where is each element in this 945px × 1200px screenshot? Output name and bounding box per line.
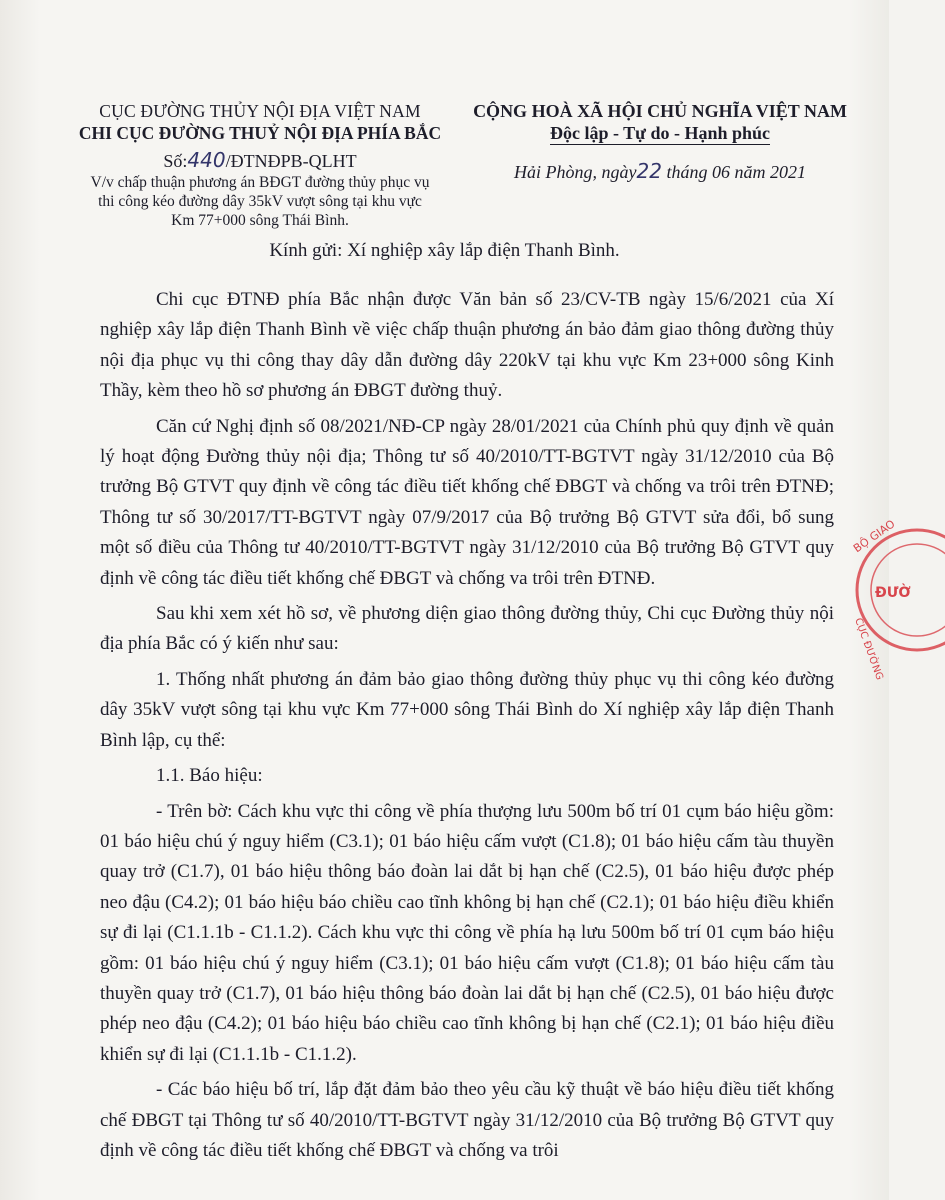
official-stamp [845,517,945,682]
recipient-line: Kính gửi: Xí nghiệp xây lắp điện Thanh Bình. [269,240,620,261]
national-header-block [455,100,865,184]
date-prefix: Hải Phòng, ngày [514,162,637,182]
subject-line: thi công kéo đường dây 35kV vượt sông tại khu vực [98,193,422,210]
body-paragraph: Chi cục ĐTNĐ phía Bắc nhận được Văn bản số 23/CV-TB ngày 15/6/2021 của Xí nghiệp xây lắp điện Thanh Bình về việc chấp thuận phương án bảo đảm giao thông đường thủy nội địa phục vụ thi công thay dây dẫn đường dây 220kV tại khu vực Km 23+000 sông Kinh Thầy, kèm theo hồ sơ phương án ĐBGT đường thuỷ. [100,289,834,402]
body-paragraph: Căn cứ Nghị định số 08/2021/NĐ-CP ngày 28/01/2021 của Chính phủ quy định về quản lý hoạt động Đường thủy nội địa; Thông tư số 40/2010/TT-BGTVT ngày 31/12/2010 của Bộ trưởng Bộ GTVT quy định về công tác điều tiết khống chế ĐBGT và chống va trôi trên ĐTNĐ; Thông tư số 30/2017/TT-BGTVT ngày 07/9/2017 của Bộ trưởng Bộ GTVT sửa đổi, bổ sung một số điều của Thông tư 40/2010/TT-BGTVT ngày 31/12/2010 của Bộ trưởng Bộ GTVT quy định về công tác điều tiết khống chế ĐBGT và chống va trôi trên ĐTNĐ. [100,415,834,589]
body-paragraph: - Trên bờ: Cách khu vực thi công về phía thượng lưu 500m bố trí 01 cụm báo hiệu gồm: 01 báo hiệu chú ý nguy hiểm (C3.1); 01 báo hiệu cấm vượt (C1.8); 01 báo hiệu cấm tàu thuyền quay trở (C1.7), 01 báo hiệu thông báo đoàn lai dắt bị hạn chế (C2.5), 01 báo hiệu được phép neo đậu (C4.2); 01 báo hiệu báo chiều cao tĩnh không bị hạn chế (C2.1); 01 báo hiệu điều khiển sự đi lại (C1.1.1b - C1.1.2). Cách khu vực thi công về phía hạ lưu 500m bố trí 01 cụm báo hiệu gồm: 01 báo hiệu chú ý nguy hiểm (C3.1); 01 báo hiệu cấm vượt (C1.8); 01 báo hiệu cấm tàu thuyền quay trở (C1.7), 01 báo hiệu thông báo đoàn lai dắt bị hạn chế (C2.5), 01 báo hiệu được phép neo đậu (C4.2); 01 báo hiệu báo chiều cao tĩnh không bị hạn chế (C2.1); 01 báo hiệu điều khiển sự đi lại (C1.1.1b - C1.1.2). [100,800,834,1065]
body-paragraph: Sau khi xem xét hồ sơ, về phương diện giao thông đường thủy, Chi cục Đường thủy nội địa phía Bắc có ý kiến như sau: [100,603,834,655]
body-paragraph: - Các báo hiệu bố trí, lắp đặt đảm bảo theo yêu cầu kỹ thuật về báo hiệu điều tiết khống chế ĐBGT tại Thông tư số 40/2010/TT-BGTVT ngày 31/12/2010 của Bộ trưởng Bộ GTVT quy định về công tác điều tiết khống chế ĐBGT và chống va trôi [100,1079,834,1161]
stamp-text: ĐƯỜ [875,585,911,601]
number-prefix: Số: [163,151,188,171]
handwritten-number: 440 [187,148,226,172]
subject-line: V/v chấp thuận phương án BĐGT đường thủy phục vụ [90,174,430,191]
document-body [100,285,834,1171]
stamp-text: BỘ GIAO [851,517,898,556]
stamp-text: CỤC ĐƯỜNG [852,616,885,682]
parent-agency-name: CỤC ĐƯỜNG THỦY NỘI ĐỊA VIỆT NAM [99,101,421,121]
agency-name: CHI CỤC ĐƯỜNG THUỶ NỘI ĐỊA PHÍA BẮC [78,123,442,143]
body-paragraph: 1.1. Báo hiệu: [156,765,263,787]
document-date [455,159,865,184]
body-paragraph: 1. Thống nhất phương án đảm bảo giao thông đường thủy phục vụ thi công kéo đường dây 35kV vượt sông tại khu vực Km 77+000 sông Thái Bình do Xí nghiệp xây lắp điện Thanh Bình lập, cụ thể: [100,668,834,751]
date-suffix: tháng 06 năm 2021 [666,162,806,182]
document-number [50,148,470,173]
handwritten-day: 22 [636,159,662,183]
motto: Độc lập - Tự do - Hạnh phúc [549,123,771,143]
nation-title: CỘNG HOÀ XÃ HỘI CHỦ NGHĨA VIỆT NAM [473,101,847,121]
number-suffix: /ĐTNĐPB-QLHT [225,151,357,171]
subject-line: Km 77+000 sông Thái Bình. [171,212,349,229]
issuing-agency-block [50,100,470,230]
